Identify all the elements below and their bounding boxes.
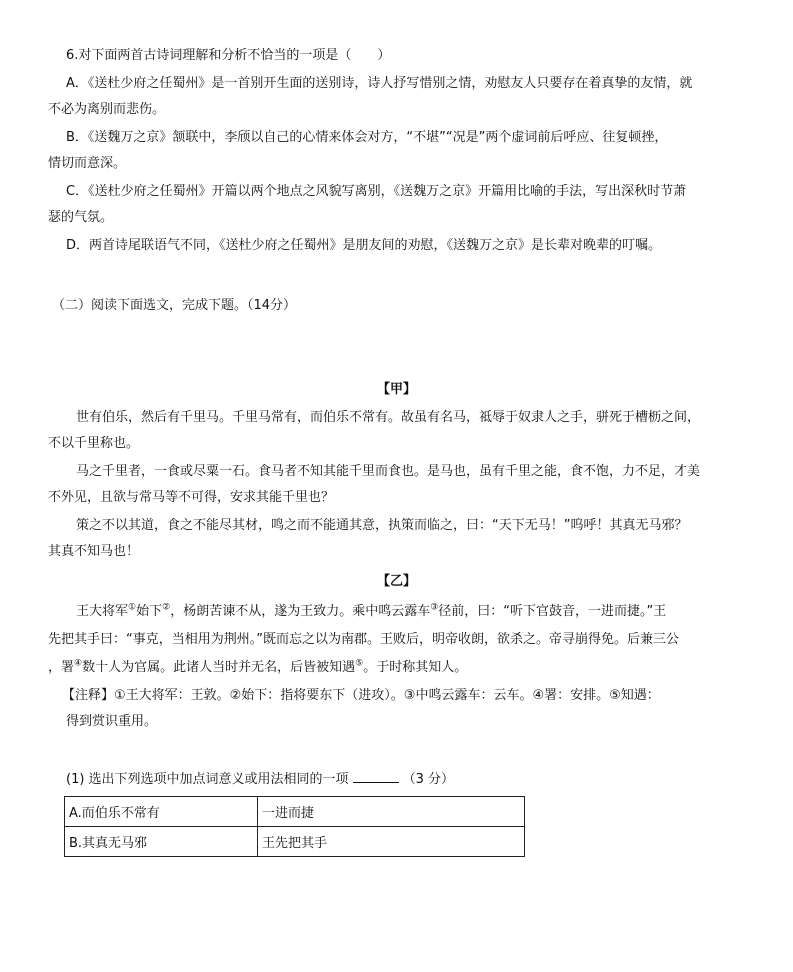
q6-option-b-cont: 情切而意深。 [48, 156, 127, 171]
q1-options-table [64, 796, 525, 857]
yi-text: 王大将军 [76, 604, 129, 619]
q6-option-a: A．《送杜少府之任蜀州》是一首别开生面的送别诗，诗人抒写惜别之情，劝慰友人只要存在着真挚的友情，就 [66, 76, 693, 91]
yi-line-1 [76, 602, 666, 622]
footnote-marker-1: ① [128, 602, 137, 613]
q1-stem [66, 768, 454, 790]
table-cell: A.而伯乐不常有 [65, 797, 258, 827]
footnote-marker-2: ② [162, 602, 171, 613]
yi-line-2: 先把其手曰：“事克，当相用为荆州。”既而忘之以为南郡。王败后，明帝收朗，欲杀之。帝寻崩得免。后兼三公 [48, 632, 679, 647]
q6-option-c: C．《送杜少府之任蜀州》开篇以两个地点之风貌写离别，《送魏万之京》开篇用比喻的手法，写出深秋时节萧 [66, 184, 687, 199]
table-row [65, 797, 525, 827]
table-cell: 王先把其手 [258, 827, 525, 857]
footnote-marker-5: ⑤ [355, 658, 364, 669]
q6-option-b: B．《送魏万之京》颔联中，李颀以自己的心情来体会对方，“不堪”“况是”两个虚词前后呼应、往复顿挫， [66, 130, 668, 145]
q6-stem: 6.对下面两首古诗词理解和分析不恰当的一项是（ ） [66, 48, 391, 63]
jia-paragraph-3-cont: 其真不知马也！ [48, 544, 140, 559]
q1-score: （3 分） [402, 772, 454, 787]
annotation-notes-cont: 得到赏识重用。 [66, 714, 158, 729]
table-row [65, 827, 525, 857]
passage-jia-title: 【甲】 [376, 382, 416, 397]
table-cell: B.其真无马邪 [65, 827, 258, 857]
yi-text: 数十人为官属。此诸人当时并无名，后皆被知遇 [82, 660, 356, 675]
yi-text: 径前，曰：“听下官鼓音，一进而捷。”王 [438, 604, 667, 619]
passage-yi-title: 【乙】 [376, 574, 416, 589]
yi-text: ，杨朗苦谏不从，遂为王致力。乘中鸣云露车 [170, 604, 431, 619]
jia-paragraph-1: 世有伯乐，然后有千里马。千里马常有，而伯乐不常有。故虽有名马，祗辱于奴隶人之手，骈死于槽枥之间， [76, 410, 701, 425]
yi-text: ，署 [48, 660, 75, 675]
annotation-notes: 【注释】①王大将军：王敦。②始下：指将要东下（进攻）。③中鸣云露车：云车。④署：安排。⑤知遇： [62, 688, 660, 703]
q6-option-d: D．两首诗尾联语气不同，《送杜少府之任蜀州》是朋友间的劝慰，《送魏万之京》是长辈对晚辈的叮嘱。 [66, 238, 662, 253]
q6-option-c-cont: 瑟的气氛。 [48, 210, 114, 225]
footnote-marker-4: ④ [74, 658, 83, 669]
answer-blank[interactable] [353, 768, 399, 783]
jia-paragraph-3: 策之不以其道，食之不能尽其材，鸣之而不能通其意，执策而临之，曰：“天下无马！”呜呼！其真无马邪？ [76, 518, 688, 533]
yi-line-3 [48, 658, 467, 678]
yi-text: 。于时称其知人。 [363, 660, 468, 675]
footnote-marker-3: ③ [430, 602, 439, 613]
jia-paragraph-2: 马之千里者，一食或尽粟一石。食马者不知其能千里而食也。是马也，虽有千里之能，食不饱，力不足，才美 [76, 464, 701, 479]
q6-option-a-cont: 不必为离别而悲伤。 [48, 102, 166, 117]
jia-paragraph-2-cont: 不外见，且欲与常马等不可得，安求其能千里也？ [48, 490, 335, 505]
section-heading: （二）阅读下面选文，完成下题。（14分） [52, 298, 297, 313]
q1-stem-text: (1) 选出下列选项中加点词意义或用法相同的一项 [66, 772, 349, 787]
yi-text: 始下 [136, 604, 163, 619]
jia-paragraph-1-cont: 不以千里称也。 [48, 436, 140, 451]
table-cell: 一进而捷 [258, 797, 525, 827]
